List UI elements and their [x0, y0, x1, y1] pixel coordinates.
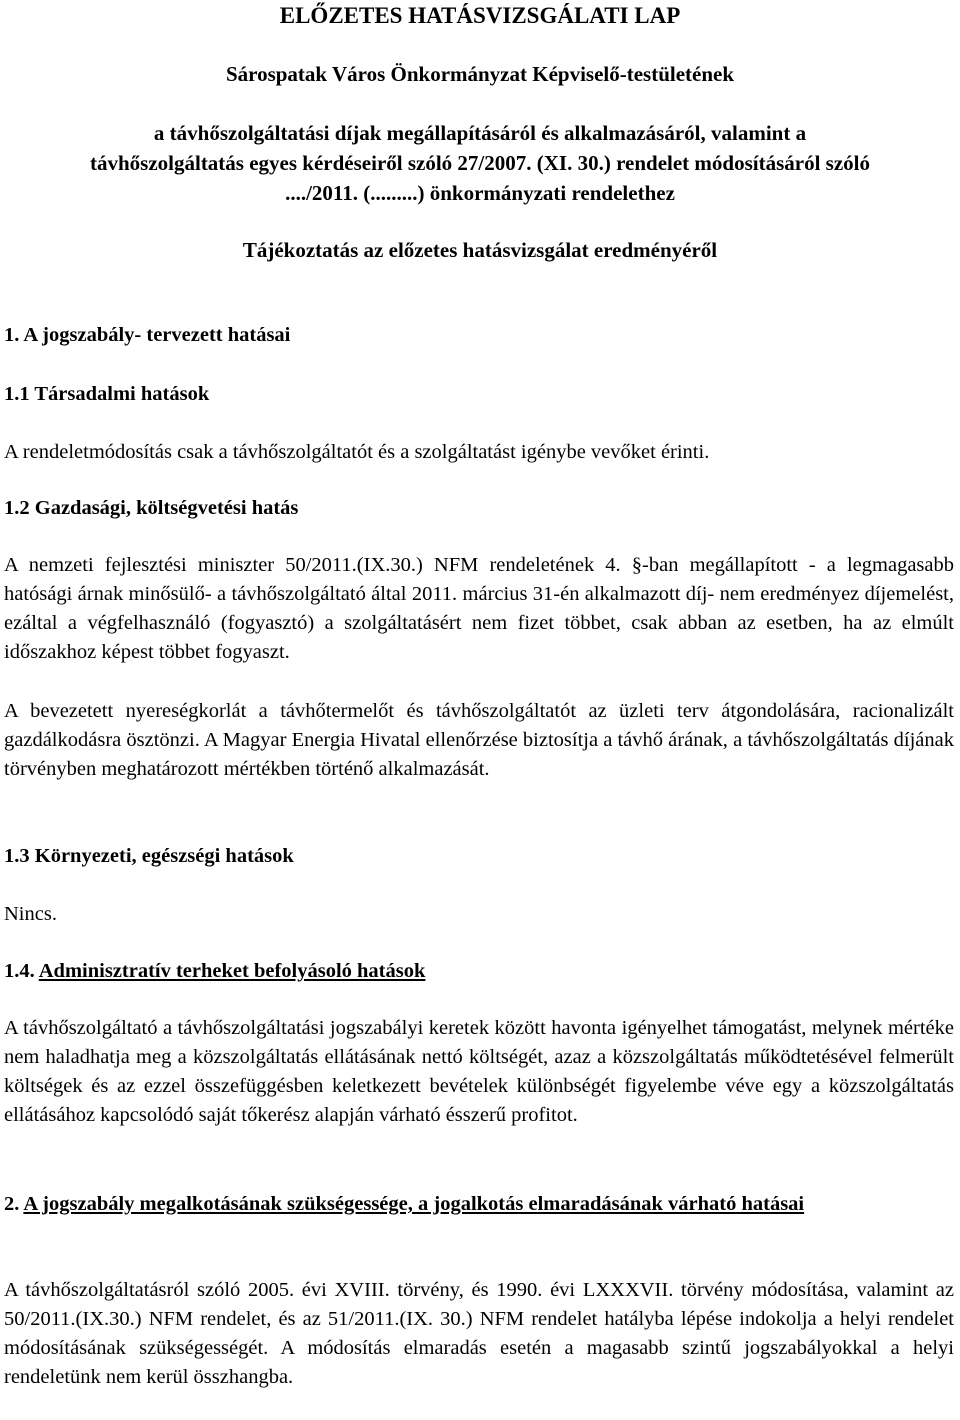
section-1-heading: 1. A jogszabály- tervezett hatásai — [4, 324, 291, 346]
section-1-3-heading: 1.3 Környezeti, egészségi hatások — [4, 845, 294, 867]
document-subtitle: Sárospatak Város Önkormányzat Képviselő-testületének — [225, 62, 735, 86]
document-title: ELŐZETES HATÁSVIZSGÁLATI LAP — [279, 3, 681, 28]
section-1-3-text: Nincs. — [4, 903, 57, 925]
decree-title — [0, 118, 960, 208]
section-1-2-paragraph-1: A nemzeti fejlesztési miniszter 50/2011.(IX.30.) NFM rendeletének 4. §-ban megállapított - a legmagasabb hatósági árnak minősülő- a távhőszolgáltató által 2011. március 31-én alkalmazott díj- nem eredményez díjemelést, ezáltal a végfelhasználó (fogyasztó) a szolgáltatásért nem fizet többet, csak abban az esetben, ha az elmúlt időszakhoz képest többet fogyaszt. — [4, 554, 954, 663]
section-1-4-title: Adminisztratív terheket befolyásoló hatások — [38, 960, 426, 982]
section-2-text: A távhőszolgáltatásról szóló 2005. évi XVIII. törvény, és 1990. évi LXXXVII. törvény módosítása, valamint az 50/2011.(IX.30.) NFM rendelet, és az 51/2011.(IX. 30.) NFM rendelet hatályba lépése indokolja a helyi rendelet módosításának szükségességét. A módosítás elmaradás esetén a magasabb szintű jogszabályokkal a helyi rendeletünk nem kerül összhangba. — [4, 1279, 954, 1388]
section-1-4-text: A távhőszolgáltató a távhőszolgáltatási jogszabályi keretek között havonta igényelhet támogatást, melynek mértéke nem haladhatja meg a közszolgáltatás ellátásának nettó költségét, azaz a közszolgáltatás működtetésével felmerült költségek és az ezzel összefüggésben keletkezett bevételek különbségét figyelembe véve egy a közszolgáltatás ellátásához kapcsolódó saját tőkerész alapján várható ésszerű profitot. — [4, 1017, 954, 1126]
section-1-1-text: A rendeletmódosítás csak a távhőszolgáltatót és a szolgáltatást igénybe vevőket érinti. — [4, 441, 710, 463]
section-1-1-heading: 1.1 Társadalmi hatások — [4, 383, 210, 405]
section-2-title: A jogszabály megalkotásának szükségessége, a jogalkotás elmaradásának várható hatásai — [23, 1193, 805, 1215]
decree-line: távhőszolgáltatás egyes kérdéseiről szóló 27/2007. (XI. 30.) rendelet módosításáról szóló — [89, 151, 870, 175]
decree-line: a távhőszolgáltatási díjak megállapításáról és alkalmazásáról, valamint a — [153, 121, 807, 145]
section-1-2-paragraph-2: A bevezetett nyereségkorlát a távhőtermelőt és távhőszolgáltatót az üzleti terv átgondolására, racionalizált gazdálkodásra ösztönzi. A Magyar Energia Hivatal ellenőrzése biztosítja a távhő árának, a távhőszolgáltatás díjának törvényben meghatározott mértékben történő alkalmazását. — [4, 700, 954, 780]
info-heading: Tájékoztatás az előzetes hatásvizsgálat eredményéről — [242, 238, 718, 262]
section-1-4-number: 1.4. — [4, 960, 35, 982]
section-1-4-heading — [4, 957, 954, 986]
section-1-2-heading: 1.2 Gazdasági, költségvetési hatás — [4, 497, 299, 519]
section-2-number: 2. — [4, 1193, 20, 1215]
decree-line: ..../2011. (.........) önkormányzati rendelethez — [285, 181, 675, 205]
section-2-heading — [4, 1190, 954, 1219]
